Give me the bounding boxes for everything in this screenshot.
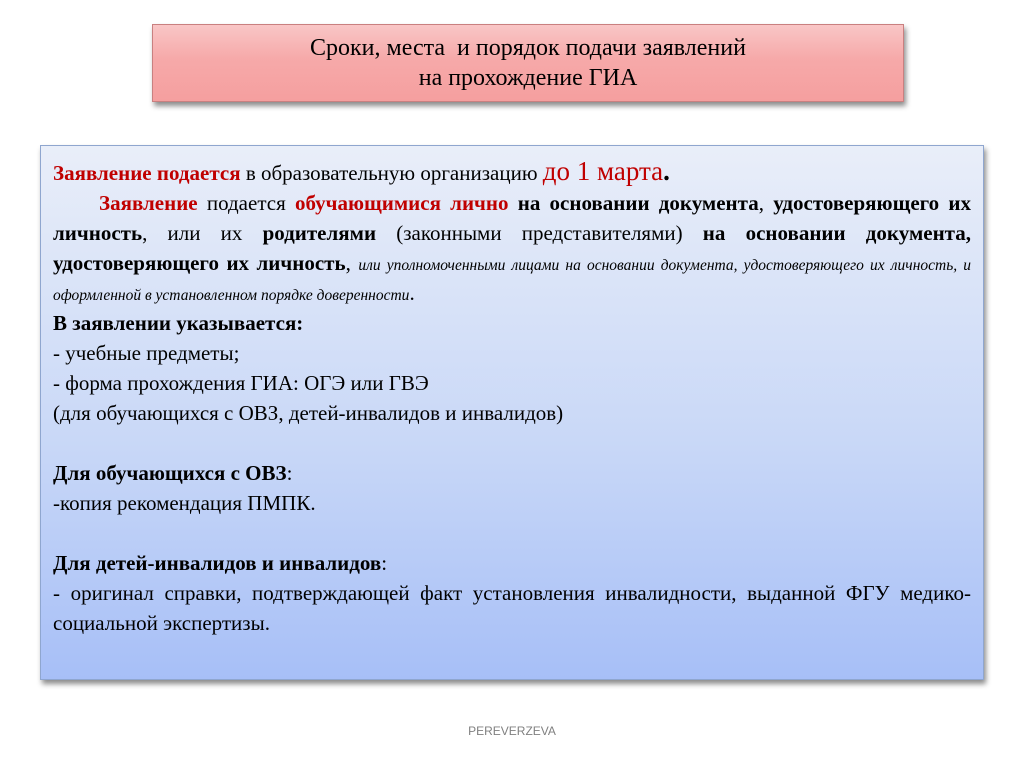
- slide-title-line-1: Сроки, места и порядок подачи заявлений: [310, 35, 746, 61]
- application-contents-heading: В заявлении указывается:: [53, 311, 304, 335]
- deadline-date: до 1 марта: [542, 156, 664, 186]
- submission-text-4: (законными представителями): [376, 221, 703, 245]
- ovz-heading-line: [53, 458, 971, 488]
- spacer: [53, 428, 971, 458]
- submission-proxy: или уполномоченными лицами на основании документа, удостоверяющего их личность, и оформленной в установленном порядке доверенности: [53, 257, 971, 304]
- slide-content-box: [40, 145, 984, 680]
- ovz-colon: :: [286, 461, 293, 485]
- slide-title-box: [152, 24, 904, 102]
- submission-lead: Заявление: [99, 191, 198, 215]
- submission-parents: родителями: [262, 221, 377, 245]
- spacer: [53, 518, 971, 548]
- ovz-heading: Для обучающихся с ОВЗ: [53, 461, 287, 485]
- submission-text-5: ,: [345, 251, 359, 275]
- list-item: (для обучающихся с ОВЗ, детей-инвалидов и инвалидов): [53, 401, 564, 425]
- inv-item: - оригинал справки, подтверждающей факт установления инвалидности, выданной ФГУ медико-социальной экспертизы.: [53, 581, 971, 635]
- deadline-lead: Заявление подается: [53, 161, 241, 185]
- submission-basis-1: на основании документа: [508, 191, 759, 215]
- submission-text-1: подается: [197, 191, 295, 215]
- slide-title-line-2: на прохождение ГИА: [418, 65, 638, 91]
- submission-paragraph: [53, 188, 971, 308]
- deadline-paragraph: [53, 156, 971, 188]
- submission-who: обучающимися лично: [294, 191, 509, 215]
- submission-identity-1: удостоверяющего их личность: [53, 191, 971, 245]
- submission-text-3: , или их: [142, 221, 263, 245]
- submission-basis-2: на основании документа, удостоверяющего их личность: [53, 221, 971, 275]
- list-item: - учебные предметы;: [53, 341, 240, 365]
- list-item: - форма прохождения ГИА: ОГЭ или ГВЭ: [53, 371, 429, 395]
- deadline-text: в образовательную организацию: [240, 161, 543, 185]
- submission-period: .: [409, 281, 415, 305]
- inv-heading: Для детей-инвалидов и инвалидов: [53, 551, 382, 575]
- slide-footer: PEREVERZEVA: [468, 724, 556, 738]
- inv-heading-line: [53, 548, 971, 578]
- ovz-item: -копия рекомендация ПМПК.: [53, 491, 316, 515]
- inv-colon: :: [381, 551, 388, 575]
- deadline-period: .: [663, 156, 670, 186]
- submission-text-2: ,: [758, 191, 774, 215]
